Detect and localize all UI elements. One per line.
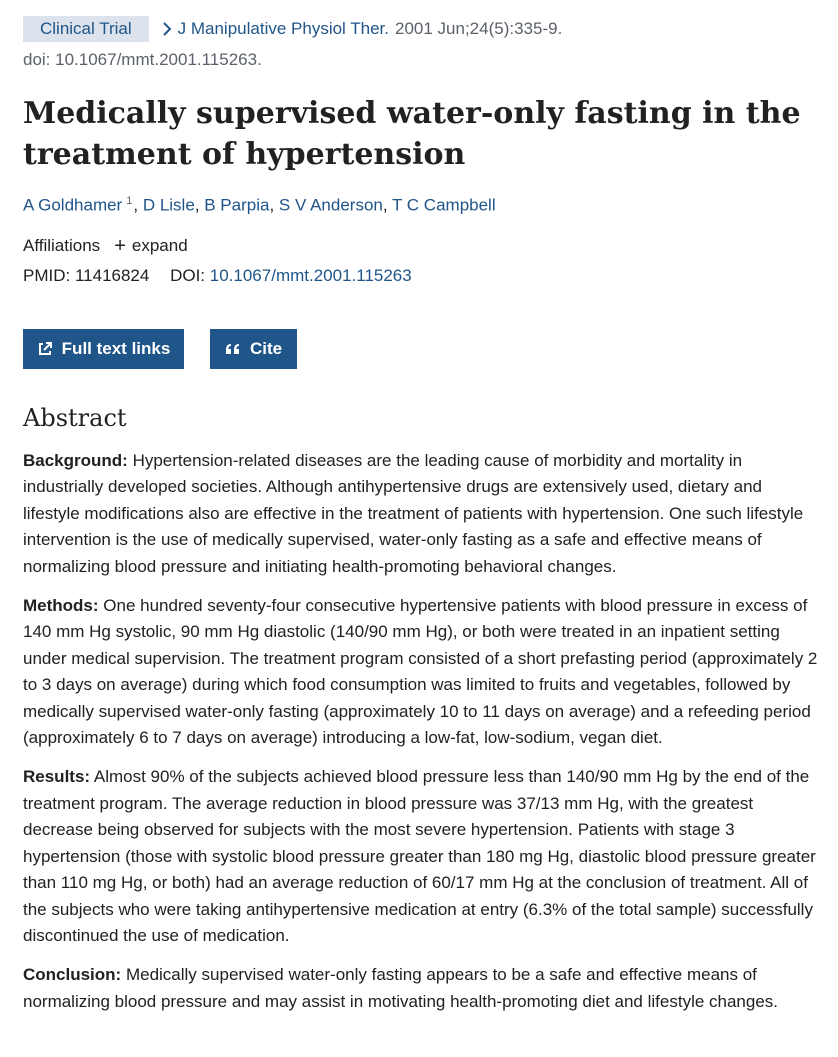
doi-link[interactable]: 10.1067/mmt.2001.115263 bbox=[209, 266, 412, 285]
full-text-links-label: Full text links bbox=[61, 339, 171, 358]
article-type-badge: Clinical Trial bbox=[23, 16, 149, 42]
doi-line: doi: 10.1067/mmt.2001.115263. bbox=[23, 50, 262, 69]
section-text: Almost 90% of the subjects achieved blood pressure less than 140/90 mm Hg by the end of the treatment program. The average reduction in blood pressure was 37/13 mm Hg, with the greatest decrease being observed for subjects with the most severe hypertension. Patients with stage 3 hypertension (those with systolic blood pressure greater than 180 mg Hg, diastolic blood pressure greater than 110 mg Hg, or both) had an average reduction of 60/17 mm Hg at the conclusion of treatment. All of the subjects who were taking antihypertensive medication at entry (6.3% of the total sample) successfully discontinued the use of medication. bbox=[23, 767, 816, 945]
page-title: Medically supervised water-only fasting in the treatment of hypertension bbox=[23, 96, 801, 172]
external-link-icon bbox=[37, 341, 53, 357]
expand-affiliations-button[interactable] bbox=[114, 236, 187, 256]
abstract-section-results bbox=[23, 764, 823, 949]
quote-icon bbox=[225, 343, 241, 355]
plus-icon: + bbox=[114, 235, 126, 257]
author-link[interactable]: A Goldhamer bbox=[23, 195, 123, 215]
chevron-right-icon bbox=[162, 22, 172, 36]
affiliations-row bbox=[23, 236, 188, 256]
full-text-links-button[interactable] bbox=[23, 329, 184, 369]
section-label: Results: bbox=[23, 767, 91, 787]
section-label: Methods: bbox=[23, 596, 99, 616]
identifiers-row bbox=[23, 266, 412, 286]
expand-label: expand bbox=[131, 236, 188, 255]
author-link[interactable]: B Parpia bbox=[204, 195, 270, 215]
abstract-section-methods bbox=[23, 593, 823, 751]
section-text: One hundred seventy-four consecutive hypertensive patients with blood pressure in excess of 140 mm Hg systolic, 90 mm Hg diastolic (140/90 mm Hg), or both were treated in an inpatient setting under medical supervision. The treatment program consisted of a short prefasting period (approximately 2 to 3 days on average) during which food consumption was limited to fruits and vegetables, followed by medically supervised water-only fasting (approximately 10 to 11 days on average) and a refeeding period (approximately 6 to 7 days on average) introducing a low-fat, low-sodium, vegan diet. bbox=[23, 596, 818, 748]
section-text: Medically supervised water-only fasting appears to be a safe and effective means of normalizing blood pressure and may assist in motivating health-promoting diet and lifestyle changes. bbox=[23, 965, 779, 1011]
author-link[interactable]: T C Campbell bbox=[392, 195, 496, 215]
article-meta-line bbox=[23, 15, 562, 43]
author-link[interactable]: S V Anderson bbox=[278, 195, 383, 215]
cite-label: Cite bbox=[249, 339, 283, 358]
abstract-heading: Abstract bbox=[23, 404, 127, 432]
abstract-body bbox=[23, 448, 823, 1028]
abstract-section-conclusion bbox=[23, 962, 823, 1015]
author-link[interactable]: D Lisle bbox=[142, 195, 195, 215]
cite-button[interactable] bbox=[210, 329, 297, 369]
affiliation-marker[interactable]: 1 bbox=[126, 195, 133, 207]
pmid-label: PMID: bbox=[23, 266, 71, 285]
pmid-value: 11416824 bbox=[74, 266, 150, 285]
section-label: Conclusion: bbox=[23, 965, 122, 985]
section-text: Hypertension-related diseases are the leading cause of morbidity and mortality in industrially developed societies. Although antihypertensive drugs are extensively used, dietary and lifestyle modifications also are effective in the treatment of patients with hypertension. One such lifestyle intervention is the use of medically supervised, water-only fasting as a safe and effective means of normalizing blood pressure and initiating health-promoting behavioral changes. bbox=[23, 451, 804, 576]
section-label: Background: bbox=[23, 451, 128, 470]
authors-list: A Goldhamer $^1$, D Lisle, B Parpia, S V Anderson, T C Campbell bbox=[23, 195, 496, 215]
citation-info: 2001 Jun;24(5):335-9. bbox=[395, 19, 563, 38]
doi-label: DOI: bbox=[170, 266, 206, 285]
journal-link[interactable]: J Manipulative Physiol Ther. bbox=[177, 19, 389, 38]
abstract-section-background bbox=[23, 448, 823, 580]
affiliations-label: Affiliations bbox=[23, 236, 101, 255]
